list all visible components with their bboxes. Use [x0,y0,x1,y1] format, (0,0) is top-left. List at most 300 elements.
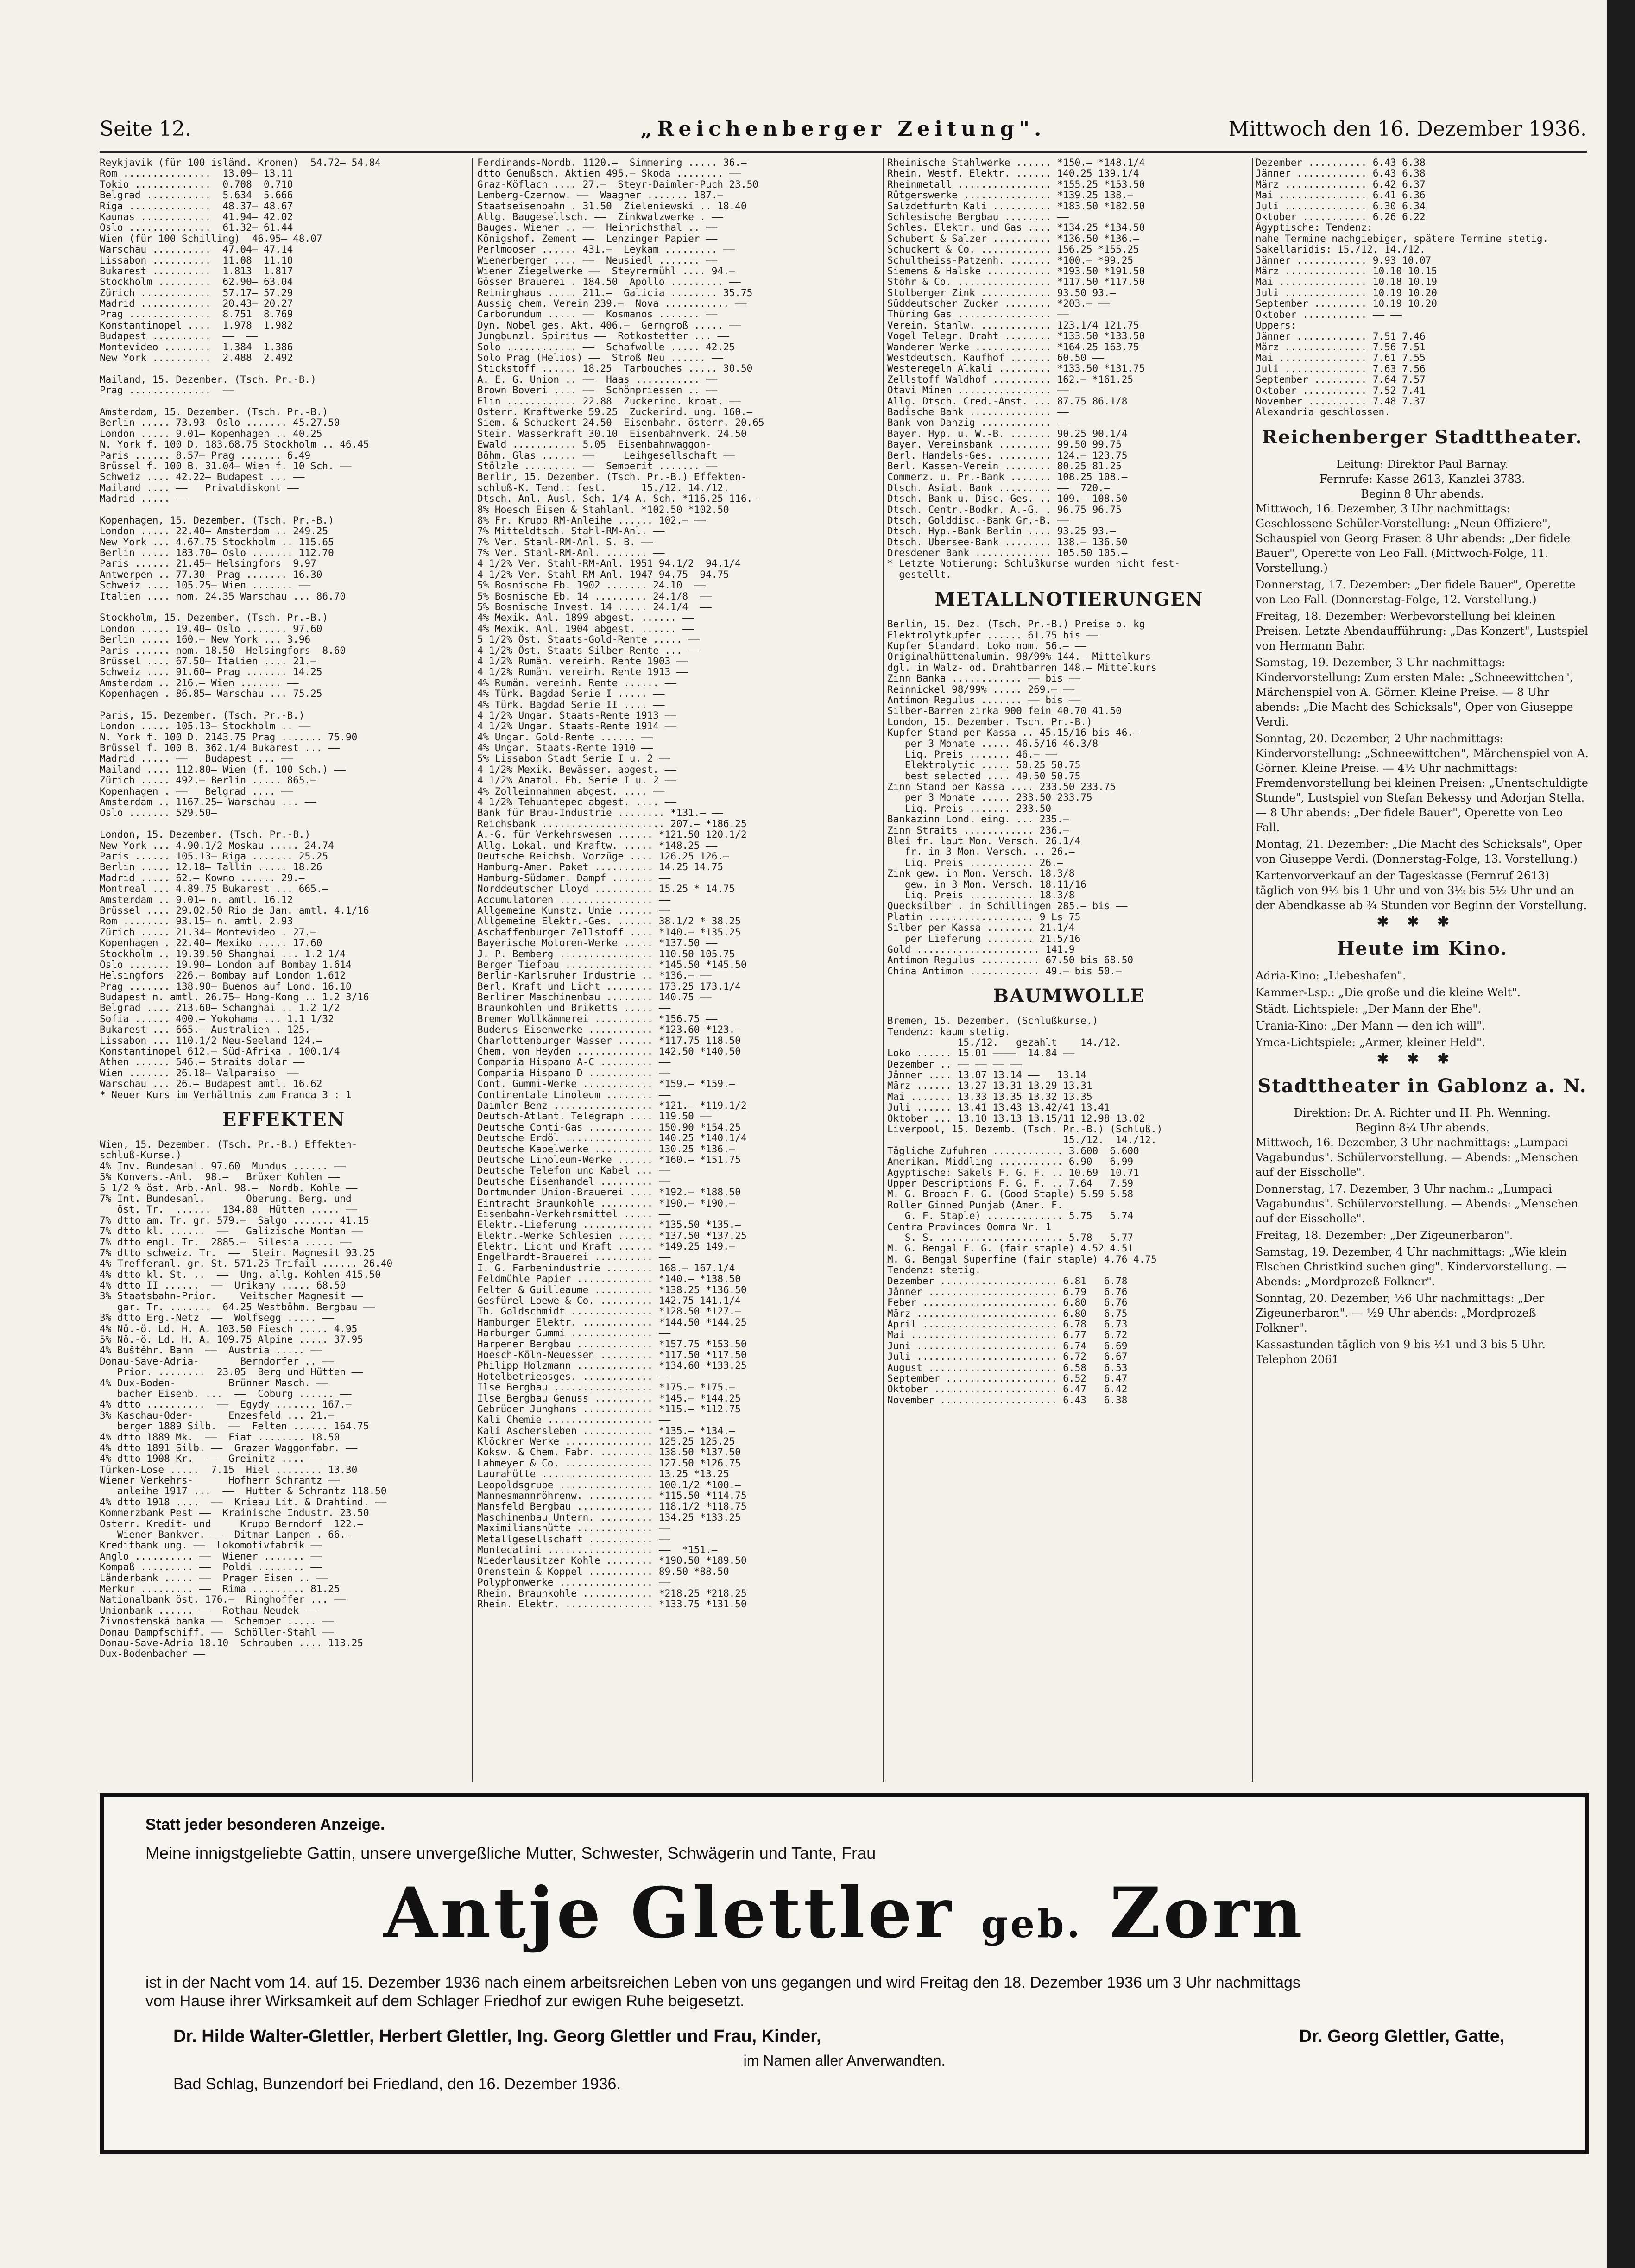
quote-line: Silber per Kassa ........ 21.1/4 [887,922,1075,934]
quote-line: Konstantinopel .... 1.978 1.982 [100,320,293,331]
notice-intro: Statt jeder besonderen Anzeige. [145,1816,385,1833]
program-entry: Sonntag, 20. Dezember, ½6 Uhr nachmittags: „Der Zigeunerbaron". — ½9 Uhr abends: „Mordprozeß Folkner". [1256,1291,1545,1334]
quote-line: Chem. von Heyden ............. 142.50 *140.50 [477,1046,741,1057]
quote-line: 4 1/2% Ver. Stahl-RM-Anl. 1951 94.1/2 94.1/4 [477,558,741,569]
notice-text: ist in der Nacht vom 14. auf 15. Dezember 1936 nach einem arbeitsreichen Leben von uns gegangen und wird Freitag den 18. Dezember 1936 um 3 Uhr nachmittags [145,1974,1300,1991]
quote-line: 5 1/2% Öst. Staats-Gold-Rente ..... —— [477,634,700,645]
quote-line: Brüssel f. 100 B. 31.04– Wien f. 10 Sch. —— [100,461,352,472]
quote-line: 5% Bosnische Eb. 1902 ....... 24.10 —— [477,580,706,591]
quote-line: Österr. Kraftwerke 59.25 Zuckerind. ung. 160.– [477,406,753,417]
quote-line: Schweiz .... 105.25– Wien ....... —— [100,580,311,591]
quote-line: J. P. Bemberg ................ 110.50 105.75 [477,948,735,960]
quote-line: Madrid ..... —— [100,493,188,505]
quote-line: 4 1/2% Öst. Staats-Silber-Rente ... —— [477,645,700,656]
quote-line: Feber ....................... 6.80 6.76 [887,1297,1128,1308]
quote-line: Deutsche Erdöl ............... 140.25 *140.1/4 [477,1133,747,1144]
theater-program [1256,501,1589,915]
quote-line: Gösser Brauerei . 184.50 Apollo ......... —— [477,277,741,288]
quote-line: Liverpool, 15. Dezemb. (Tsch. Pr.-B.) (Schluß.) [887,1124,1163,1135]
quote-line: Elektr.-Werke Schlesien ...... *137.50 *137.25 [477,1230,747,1241]
quote-line: 4 1/2% Rumän. vereinh. Rente 1903 —— [477,656,688,667]
quote-line: Nationalbank öst. 176.– Ringhoffer ... —— [100,1594,346,1605]
quote-line: Dux-Bodenbacher —— [100,1649,205,1660]
quote-line: Polyphonwerke ................ —— [477,1577,671,1588]
quote-line: Wanderer Werke ............. *164.25 163.75 [887,341,1139,353]
quote-line: 7% dtto schweiz. Tr. —— Steir. Magnesit 93.25 [100,1247,375,1258]
quote-line: Stockholm, 15. Dezember. (Tsch. Pr.-B.) [100,613,328,624]
quote-line: London ..... 9.01– Kopenhagen .. 40.25 [100,428,322,439]
quote-line: dtto Genußsch. Aktien 495.– Skoda ........ —— [477,168,741,179]
quote-line: Budapest .......... —— —— [100,331,258,342]
quote-line: Berlin ..... 160.– New York ... 3.96 [100,634,311,645]
quote-line: Schles. Elektr. und Gas .... *134.25 *134.50 [887,222,1145,234]
quote-line: Amsterdam .. 216.– Wien ....... —— [100,677,299,689]
quote-line: dgl. in Walz- od. Drahtbarren 148.– Mittelkurs [887,662,1157,673]
quote-line: best selected .... 49.50 50.75 [887,771,1081,782]
program-entry: Samstag, 19. Dezember, 3 Uhr nachmittags: Kindervorstellung: Zum ersten Male: „Schneewittchen", Märchenspiel von A. Görner. Kleine Preise. — 8 Uhr abends: „Die Macht des Schicksals", Oper von Giuseppe Verdi. [1256,656,1573,728]
death-notice [100,1793,1589,2154]
quote-line: Dyn. Nobel ges. Akt. 406.– Gerngroß ..... —— [477,320,741,331]
quote-line: Bayerische Motoren-Werke ..... *137.50 —— [477,938,718,949]
cotton-continued [1256,158,1589,418]
quote-line: Bremen, 15. Dezember. (Schlußkurse.) [887,1016,1098,1027]
quote-line: Deutsch-Atlant. Telegraph .... 119.50 —— [477,1111,712,1122]
quote-line: Philipp Holzmann ............. *134.60 *133.25 [477,1360,747,1371]
quote-line: März ...... 13.27 13.31 13.29 13.31 [887,1080,1092,1092]
quote-line: Rheinische Stahlwerke ...... *150.– *148.1/4 [887,158,1145,168]
quote-line: Upper Descriptions F. G. F. .. 7.64 7.59 [887,1178,1134,1189]
column-theater [1256,158,1589,1782]
quote-line: Bukarest .......... 1.813 1.817 [100,265,293,277]
quote-line: Juli ........................ 6.72 6.67 [887,1352,1128,1363]
quote-line: 4% Ungar. Gold-Rente ...... —— [477,732,653,743]
quote-line [100,819,468,829]
quote-line: Donau-Save-Adria- Berndorfer .. —— [100,1356,334,1367]
quote-line: 4% Trefferanl. gr. St. 571.25 Trifail ...... 26.40 [100,1258,393,1270]
quote-line: Anglo .......... —— Wiener ....... —— [100,1551,322,1562]
quote-line: Originalhüttenalumin. 98/99% 144.– Mittelkurs [887,651,1151,663]
quote-line: Charlottenburger Wasser ...... *117.75 118.50 [477,1035,741,1046]
theater-info-line: Fernrufe: Kasse 2613, Kanzlei 3783. [1319,472,1525,486]
quote-line: Dresdener Bank ............. 105.50 105.– [887,548,1128,559]
quote-line: Deutsche Eisenhandel ......... —— [477,1176,671,1187]
quote-line: M. G. Bengal F. G. (fair staple) 4.52 4.51 [887,1243,1134,1254]
quote-line: Zürich ..... 21.34– Montevideo . 27.– [100,927,316,938]
quote-line: Kommerzbank Pest —— Krainische Industr. 23.50 [100,1508,369,1519]
quote-line: 4% dtto 1889 Mk. —— Fiat ........ 18.50 [100,1432,340,1443]
quote-line: 3% Staatsbahn-Prior. Veitscher Magnesit —— [100,1291,363,1302]
quote-line: Kupfer Stand per Kassa .. 45.15/16 bis 46.– [887,727,1139,739]
quote-line: Uppers: [1256,320,1297,331]
quote-line: Hamburg-Südamer. Dampf ....... —— [477,872,671,884]
quote-line: 3% Kaschau-Oder- Enzesfeld ... 21.– [100,1410,334,1421]
quote-line: Hotelbetriebsges. ............ —— [477,1371,671,1382]
quote-line: Bukarest ... 665.– Australien . 125.– [100,1024,316,1036]
quote-line: Tendenz: kaum stetig. [887,1026,1010,1037]
quote-line: Kompaß ......... —— Poldi ........ —— [100,1562,322,1573]
quote-line: Jänner ............ 7.51 7.46 [1256,331,1426,342]
quote-line: 7% dtto am. Tr. gr. 579.– Salgo ....... 41.15 [100,1215,369,1226]
program-entry: Donnerstag, 17. Dezember: „Der fidele Bauer", Operette von Leo Fall. (Donnerstag-Folge, 12. Vorstellung.) [1256,578,1576,606]
quote-line: Dtsch. Anl. Ausl.-Sch. 1/4 A.-Sch. *116.25 116.– [477,493,758,505]
quote-line: Brown Boveri .... —— Schönpriessen .. —— [477,385,718,396]
quote-line: Berger Tiefbau ............... *145.50 *145.50 [477,959,747,970]
quote-line: Otavi Minen ................ —— [887,385,1069,396]
quote-line: Madrid ..... 62.– Kowno ...... 29.– [100,872,305,884]
notice-place-date: Bad Schlag, Bunzendorf bei Friedland, den 16. Dezember 1936. [173,2075,621,2093]
quote-line: 4 1/2% Ungar. Staats-Rente 1913 —— [477,710,676,721]
quote-line: 4% Dux-Boden- Brünner Masch. —— [100,1377,328,1389]
quote-line: Zürich ..... 492.– Berlin ..... 865.– [100,775,316,786]
quote-line: Paris ...... 8.57– Prag ....... 6.49 [100,450,311,461]
quote-line: Dtsch. Golddisc.-Bank Gr.-B. —— [887,515,1069,526]
quote-line: Dtsch. Asiat. Bank ......... —— 720.– [887,482,1110,493]
quote-line: Loko ...... 15.01 ———— 14.84 —— [887,1048,1075,1059]
quote-line: Belgrad .... 213.60– Schanghai .. 1.2 1/2 [100,1003,340,1014]
column-divider [883,158,884,1782]
quote-line: Berlin ..... 73.93– Oslo ....... 45.27.50 [100,417,340,429]
quote-line: berger 1889 Silb. —— Felten ...... 164.75 [100,1421,369,1432]
notice-line: Meine innigstgeliebte Gattin, unsere unvergeßliche Mutter, Schwester, Schwägerin und Tante, Frau [145,1844,876,1863]
quote-line: Warschau ... 26.– Budapest amtl. 16.62 [100,1079,322,1090]
quote-line: Lahmeyer & Co. ............... 127.50 *126.75 [477,1458,741,1469]
quote-line: Rhein. Braunkohle ............ *218.25 *218.25 [477,1588,747,1599]
quote-line: per 3 Monate ..... 46.5/16 46.3/8 [887,738,1098,749]
program-entry: Mittwoch, 16. Dezember, 3 Uhr nachmittags: „Lumpaci Vagabundus". Schülervorstellung. — Abends: „Menschen auf der Eisscholle". [1256,1136,1578,1179]
quote-line: November .......... 7.48 7.37 [1256,396,1426,407]
quote-line: Accumulatoren ................ —— [477,894,671,905]
section-heading: BAUMWOLLE [993,985,1145,1007]
quote-line: Gesfürel Loewe & Co. ......... 142.75 141.1/4 [477,1295,741,1307]
quote-line: Deutsche Kabelwerke .......... 130.25 *136.– [477,1143,735,1155]
quote-line: London ..... 22.40– Amsterdam .. 249.25 [100,526,328,537]
quote-line: Stölzle ......... —— Semperit ....... —— [477,461,718,472]
quote-line: Berlin ..... 12.18– Tallin ..... 18.26 [100,862,322,873]
quote-line: Salzdetfurth Kali .......... *183.50 *182.50 [887,201,1145,212]
gablonz-theater-heading: Stadttheater in Gablonz a. N. [1257,1074,1587,1097]
quote-line: Berlin, 15. Dez. (Tsch. Pr.-B.) Preise p. kg [887,619,1145,630]
quote-line: Rom ............... 13.09– 13.11 [100,168,293,179]
quote-line: Dezember .......... 6.43 6.38 [1256,158,1426,168]
quote-line: Paris ...... nom. 18.50– Helsingfors 8.60 [100,645,346,656]
quote-line: Rhein. Elektr. ............... *133.75 *131.50 [477,1598,747,1610]
quote-line: Siemens & Halske ........... *193.50 *191.50 [887,265,1145,277]
quote-line: Aussig chem. Verein 239.– Nova ........... —— [477,298,747,310]
quote-line: Ilse Bergbau Genuss .......... *145.– *144.25 [477,1393,741,1404]
column-stock-quotes [477,158,880,1782]
quote-line: Amsterdam .. 1167.25– Warschau ... —— [100,797,316,808]
quote-line: 4% Inv. Bundesanl. 97.60 Mundus ...... —— [100,1161,346,1172]
quote-line: London, 15. Dezember. (Tsch. Pr.-B.) [100,829,311,840]
quote-line: Lissabon ... 110.1/2 Neu-Seeland 124.– [100,1035,322,1046]
quote-line: 4% Zolleinnahmen abgest. .... —— [477,786,665,797]
quote-line: Commerz. u. Pr.-Bank ....... 108.25 108.– [887,472,1128,483]
quote-line: Berlin, 15. Dezember. (Tsch. Pr.-B.) Effekten- [477,472,747,483]
column-exchange-rates [100,158,468,1782]
quote-line: 4% dtto .......... —— Egydy ....... 167.– [100,1399,352,1410]
quote-line: Wiener Ziegelwerke —— Steyrermühl .... 94.– [477,265,735,277]
program-entry: Sonntag, 20. Dezember, 2 Uhr nachmittags: Kindervorstellung: „Schneewittchen", Märchenspiel von A. Görner. Kleine Preise. — 4½ Uhr nachmittags: Fremdenvorstellung bei kleinen Preisen: „Unentschuldigte Stunde", Lustspiel von Stefan Bekessy und Adorjan Stella. — 8 Uhr abends: „Der fidele Bauer", Operette von Leo Fall. [1256,732,1589,834]
quote-line: Allg. Lokal. und Kraftw. ..... *148.25 —— [477,840,718,851]
quote-line: Compania Hispano A-C ......... —— [477,1057,671,1068]
quote-line: Oslo ....... 19.90– London auf Bombay 1.614 [100,959,352,970]
quote-line: Rheinmetall ................ *155.25 *153.50 [887,179,1145,190]
newspaper-title: „Reichenberger Zeitung". [640,117,1046,141]
quote-line: Schuckert & Co. ............ 156.25 *155.25 [887,244,1139,255]
quote-line: Budapest n. amtl. 26.75– Hong-Kong .. 1.2 3/16 [100,992,369,1003]
page-number: Seite 12. [100,117,191,141]
quote-line: Zürich ............ 57.17– 57.29 [100,287,293,298]
theater-info-line: Beginn 8¼ Uhr abends. [1355,1121,1490,1134]
quote-line: Rütgerswerke ............... *139.25 138.– [887,190,1134,201]
quote-line: Klöckner Werke ............... 125.25 125.25 [477,1436,735,1447]
quote-line: Platin .................. 9 Ls 75 [887,911,1081,922]
quote-line: Prag .............. 8.751 8.769 [100,309,293,320]
quote-line: 4% Rumän. vereinh. Rente ...... —— [477,677,676,689]
quote-line: Mailand, 15. Dezember. (Tsch. Pr.-B.) [100,374,316,385]
quote-line: Quecksilber . in Schillingen 285.– bis —— [887,901,1128,912]
quote-line: Deutsche Linoleum-Werke ...... *160.– *151.75 [477,1154,741,1165]
quote-line: Compania Hispano D ........... —— [477,1068,671,1079]
quote-line: Deutsche Conti-Gas ........... 150.90 *154.25 [477,1122,741,1133]
quote-line: Prag ....... 138.90– Buenos auf Lond. 16.10 [100,981,352,992]
quote-line: Böhm. Glas ...... —— Leihgesellschaft —— [477,450,735,461]
quote-line: September ......... 7.64 7.57 [1256,374,1426,385]
theater-heading: Reichenberger Stadttheater. [1262,426,1583,448]
quote-line: Konstantinopel 612.– Süd-Afrika . 100.1/4 [100,1046,340,1057]
deceased-name: Antje Glettler geb. Zorn [384,1872,1305,1954]
quote-line: Italien .... nom. 24.35 Warschau ... 86.70 [100,591,346,602]
quote-line: 7% Mitteldtsch. Stahl-RM-Anl. —— [477,526,665,537]
quote-line: 5% Bosnische Invest. 14 ..... 24.1/4 —— [477,602,712,613]
quote-line: Perlmooser ...... 431.– Leykam ......... —— [477,244,735,255]
quote-line: Warschau .......... 47.04– 47.14 [100,244,293,255]
quote-line: Bank für Brau-Industrie ........ *131.– —— [477,808,724,819]
notice-relatives: im Namen aller Anverwandten. [743,2052,946,2069]
quote-line: Helsingfors 226.– Bombay auf London 1.612 [100,970,346,981]
quote-line: New York .......... 2.488 2.492 [100,353,293,364]
quote-line: schluß-Kurse.) [100,1150,182,1161]
quote-line: M. G. Broach F. G. (Good Staple) 5.59 5.58 [887,1189,1134,1200]
quote-line [100,363,468,374]
quote-line: A.-G. für Verkehrswesen ...... *121.50 120.1/2 [477,829,747,840]
column-metals-cotton [887,158,1251,1782]
quote-line [100,700,468,710]
quote-line: Hoesch-Köln-Neuessen ......... *117.50 *117.50 [477,1349,747,1360]
quote-line: 3% dtto Erg.-Netz —— Wolfsegg ..... —— [100,1313,334,1324]
quote-line: Elektr.-Lieferung ............ *135.50 *135.– [477,1219,741,1231]
quote-line: Reinnickel 98/99% ..... 269.– —— [887,684,1075,695]
quote-line: Roller Ginned Punjab (Amer. F. [887,1200,1063,1211]
quote-line: Dtsch. Centr.-Bodkr. A.-G. . 96.75 96.75 [887,504,1122,515]
quote-line: Ägyptische: Tendenz: [1256,222,1373,234]
quote-line: gar. Tr. ....... 64.25 Westböhm. Bergbau —— [100,1301,375,1313]
quote-line: Berlin ..... 183.70– Oslo ....... 112.70 [100,548,334,559]
quote-line: 4 1/2% Ungar. Staats-Rente 1914 —— [477,721,676,732]
quote-line: Jänner .... 13.07 13.14 —— 13.14 [887,1070,1086,1081]
quote-line: Cont. Gummi-Werke ............ *159.– *159.– [477,1079,735,1090]
quote-line: Oktober ........... —— —— [1256,309,1402,320]
quote-line: Elektrolytic ..... 50.25 50.75 [887,760,1081,771]
separator-stars: ✱✱✱ [1377,1051,1468,1067]
quote-line: Orenstein & Koppel ........... 89.50 *88.50 [477,1566,729,1577]
quote-line: Laurahütte ................... 13.25 *13.25 [477,1469,729,1480]
quote-line: M. G. Bengal Superfine (fair staple) 4.76 4.75 [887,1254,1157,1265]
quote-line: Mai ......................... 6.77 6.72 [887,1330,1128,1341]
quote-line: bacher Eisenb. ... —— Coburg ...... —— [100,1388,352,1399]
quote-line: Steir. Wasserkraft 30.10 Eisenbahnverk. 24.50 [477,428,747,439]
quote-line: Sakellaridis: 15./12. 14./12. [1256,244,1426,255]
quote-line: Allg. Baugesellsch. —— Zinkwalzwerke . —— [477,211,724,222]
quote-line: Ferdinands-Nordb. 1120.– Simmering ..... 36.– [477,158,747,168]
quote-line: Brüssel .... 67.50– Italien .... 21.– [100,656,316,667]
quote-line: Merkur ......... —— Rima ......... 81.25 [100,1584,340,1594]
quote-line: Amsterdam .. 9.01– n. amtl. 16.12 [100,894,293,905]
quote-line: Oktober ..................... 6.47 6.42 [887,1384,1128,1395]
quote-line: Donau-Save-Adria 18.10 Schrauben .... 113.25 [100,1637,363,1649]
quote-line: S. S. ..................... 5.78 5.77 [887,1232,1134,1243]
separator-stars: ✱✱✱ [1377,914,1468,929]
quote-line: Niederlausitzer Kohle ........ *190.50 *189.50 [477,1555,747,1567]
quote-line: Mai ............... 6.41 6.36 [1256,190,1426,201]
quote-line: Juli .............. 6.30 6.34 [1256,201,1426,212]
quote-line: Gebrüder Junghans ............ *115.– *112.75 [477,1403,741,1415]
quote-line: Siem. & Schuckert 24.50 Eisenbahn. österr. 20.65 [477,417,764,429]
quote-line [100,505,468,515]
quote-line: 5% Nö.-ö. Ld. H. A. 109.75 Alpine ..... 37.95 [100,1334,363,1346]
quote-line: Elin ............ 22.88 Zuckerind. kroat. —— [477,396,741,407]
quote-line: Kopenhagen . 86.85– Warschau ... 75.25 [100,689,322,700]
quote-line: Prag .............. —— [100,385,234,396]
quote-line: März ........................ 6.80 6.75 [887,1308,1128,1319]
quote-line: Oktober ........... 6.26 6.22 [1256,212,1426,223]
quote-line: I. G. Farbenindustrie ........ 168.– 167.1/4 [477,1263,735,1274]
quote-line: 8% Hoesch Eisen & Stahlanl. *102.50 *102.50 [477,504,729,515]
quote-line: 4% Nö.-ö. Ld. H. A. 103.50 Fiesch ..... 4.95 [100,1323,358,1334]
quote-line: Amsterdam, 15. Dezember. (Tsch. Pr.-B.) [100,406,328,417]
quote-line: 5% Bosnische Eb. 14 ......... 24.1/8 —— [477,591,712,602]
quote-line: Metallgesellschaft ........... —— [477,1534,671,1545]
quote-line: Lemberg-Czernow. —— Waagner ....... 187.– [477,190,724,201]
quote-line: Feldmühle Papier ............. *140.– *138.50 [477,1274,741,1285]
quote-line: Donau Dampfschiff. —— Schöller-Stahl —— [100,1627,334,1638]
quote-line: Wienerberger .... —— Neusiedl ....... —— [477,255,718,266]
quote-line: Braunkohlen und Briketts ..... —— [477,1003,671,1014]
quote-line: Bayer. Hyp. u. W.-B. ....... 90.25 90.1/4 [887,428,1128,439]
quote-line: Mannesmannröhrenw. ........... *115.50 *114.75 [477,1491,747,1502]
gablonz-theater-info [1256,1106,1589,1135]
scan-edge [1607,0,1635,2268]
quote-line: Staatseisenbahn . 31.50 Zieleniewski .. 18.40 [477,201,747,212]
quote-line: 15./12. gezahlt 14./12. [887,1037,1122,1048]
quote-line: per 3 Monate ..... 233.50 233.75 [887,792,1092,803]
quote-line: Juni ........................ 6.74 6.69 [887,1340,1128,1352]
quote-line: Liq. Preis ....... 233.50 [887,803,1052,814]
program-entry: Kartenvorverkauf an der Tageskasse (Fernruf 2613) täglich von 9½ bis 1 Uhr und von 3½ bis 5½ Uhr und an der Abendkasse ab ¾ Stunden vor Beginn der Vorstellung. [1256,869,1587,912]
quote-line: London ..... 19.40– Oslo ....... 97.60 [100,623,322,634]
cinema-entry: Ymca-Lichtspiele: „Armer, kleiner Held". [1256,1036,1485,1049]
quote-line: fr. in 3 Mon. Versch. .. 26.– [887,847,1075,858]
quote-line: Schlesische Bergbau ........ —— [887,211,1069,222]
quote-line: New York ... 4.90.1/2 Moskau ..... 24.74 [100,840,334,851]
quote-line: 5% Konvers.-Anl. 98.– Brüxer Kohlen —— [100,1172,340,1183]
quote-line: Oslo .............. 61.32– 61.44 [100,222,293,234]
quote-line: Koksw. & Chem. Fabr. ......... 138.50 *137.50 [477,1447,741,1458]
quote-line: 5% Lissabon Stadt Serie I u. 2 —— [477,753,671,764]
quote-line: Bremer Wollkämmerei .......... *156.75 —— [477,1013,718,1024]
quote-line: Süddeutscher Zucker ........ *203.– —— [887,298,1110,310]
cinema-entry: Adria-Kino: „Liebeshafen". [1256,969,1406,982]
quote-line: Graz-Köflach .... 27.– Steyr-Daimler-Puch 23.50 [477,179,758,190]
quote-line: Jänner ...................... 6.79 6.76 [887,1286,1128,1297]
quote-line: N. York f. 100 D. 183.68.75 Stockholm .. 46.45 [100,439,369,450]
quote-line: Montreal ... 4.89.75 Bukarest ... 665.– [100,884,328,895]
quote-line: Reininghaus ..... 211.– Galicia ........ 35.75 [477,287,753,298]
quote-line: N. York f. 100 D. 2143.75 Prag ....... 75.90 [100,732,358,743]
quote-line: Juli .............. 7.63 7.56 [1256,363,1426,374]
quote-line: Tokio ............. 0.708 0.710 [100,179,293,190]
program-entry: Mittwoch, 16. Dezember, 3 Uhr nachmittags: Geschlossene Schüler-Vorstellung: „Neun Offiziere", Schauspiel von Georg Fraser. 8 Uhr abends: „Der fidele Bauer", Operette von Leo Fall. (Mittwoch-Folge, 11. Vorstellung.) [1256,502,1571,575]
quote-line: Stöhr & Co. ................ *117.50 *117.50 [887,277,1145,288]
quote-line: Prior. ........ 23.05 Berg und Hütten —— [100,1367,363,1378]
quote-line: Bank von Danzig ............ —— [887,417,1069,429]
quote-line: London, 15. Dezember. Tsch. Pr.-B.) [887,716,1092,727]
quote-line: Kaunas ............ 41.94– 42.02 [100,211,293,222]
quote-line: Oslo ....... 529.50– [100,808,217,819]
quote-line: Kali Aschersleben ............ *135.– *134.– [477,1425,735,1436]
quote-line: Kopenhagen . —— Belgrad .... —— [100,786,293,797]
page-header [100,114,1587,153]
quote-line: 4 1/2% Ver. Stahl-RM-Anl. 1947 94.75 94.75 [477,569,729,580]
quote-line: Wien (für 100 Schilling) 46.95– 48.07 [100,233,322,244]
quote-line: Verein. Stahlw. ............ 123.1/4 121.75 [887,320,1139,331]
quote-line: China Antimon ............ 49.– bis 50.– [887,966,1122,977]
quote-line: Westeregeln Alkali ......... *133.50 *131.75 [887,363,1145,374]
gablonz-theater-program [1256,1135,1589,1369]
cinema-entry: Urania-Kino: „Der Mann — den ich will". [1256,1019,1485,1032]
quote-line: Allgemeine Elektr.-Ges. ...... 38.1/2 * 38.25 [477,916,741,927]
quote-line: 4 1/2% Rumän. vereinh. Rente 1913 —— [477,667,688,678]
quote-line: Wiener Verkehrs- Hofherr Schrantz —— [100,1475,340,1486]
quote-line: * Neuer Kurs im Verhältnis zum Franca 3 : 1 [100,1089,352,1100]
quote-line: Juli ...... 13.41 13.43 13.42/41 13.41 [887,1102,1110,1113]
quote-line: Eintracht Braunkohle ......... *190.– *190.– [477,1198,735,1209]
quote-line: Živnostenská banka —— Schember ..... —— [100,1616,334,1627]
quote-line: Badische Bank .............. —— [887,406,1069,417]
quote-line: Stickstoff ...... 18.25 Tarbouches ..... 30.50 [477,363,753,374]
quote-line: 7% dtto kl. ...... —— Galizische Montan —— [100,1226,363,1237]
quote-line: Berl. Kraft und Licht ........ 173.25 173.1/4 [477,981,741,992]
quote-line: September ................... 6.52 6.47 [887,1373,1128,1384]
signatory-husband: Dr. Georg Glettler, Gatte, [1299,2027,1505,2046]
quote-line: Oktober ... 13.10 13.13 13.15/11 12.98 13.02 [887,1113,1145,1124]
quote-line: Kali Chemie .................. —— [477,1415,671,1426]
quote-line: * Letzte Notierung: Schlußkurse wurden nicht fest- [887,558,1180,569]
quote-line: April ....................... 6.78 6.73 [887,1319,1128,1330]
quote-line: 8% Fr. Krupp RM-Anleihe ...... 102.– —— [477,515,706,526]
quote-line: Maximilianshütte ............. —— [477,1523,671,1534]
quote-line: London ..... 105.13– Stockholm .. —— [100,721,311,732]
quote-line: Engelhardt-Brauerei .......... —— [477,1252,671,1263]
quote-line: Mai ....... 13.33 13.35 13.32 13.35 [887,1091,1092,1102]
quote-line: Wien, 15. Dezember. (Tsch. Pr.-B.) Effekten- [100,1139,358,1150]
quote-line: Dezember .. —— —— —— —— [887,1059,1022,1070]
quote-line: Allgemeine Kunstz. Unie ...... —— [477,905,671,916]
section-heading: METALLNOTIERUNGEN [934,588,1204,611]
quote-line: Jänner ............ 6.43 6.38 [1256,168,1426,179]
cinema-heading: Heute im Kino. [1337,937,1508,960]
quote-line: Harburger Gummi .............. —— [477,1328,671,1339]
